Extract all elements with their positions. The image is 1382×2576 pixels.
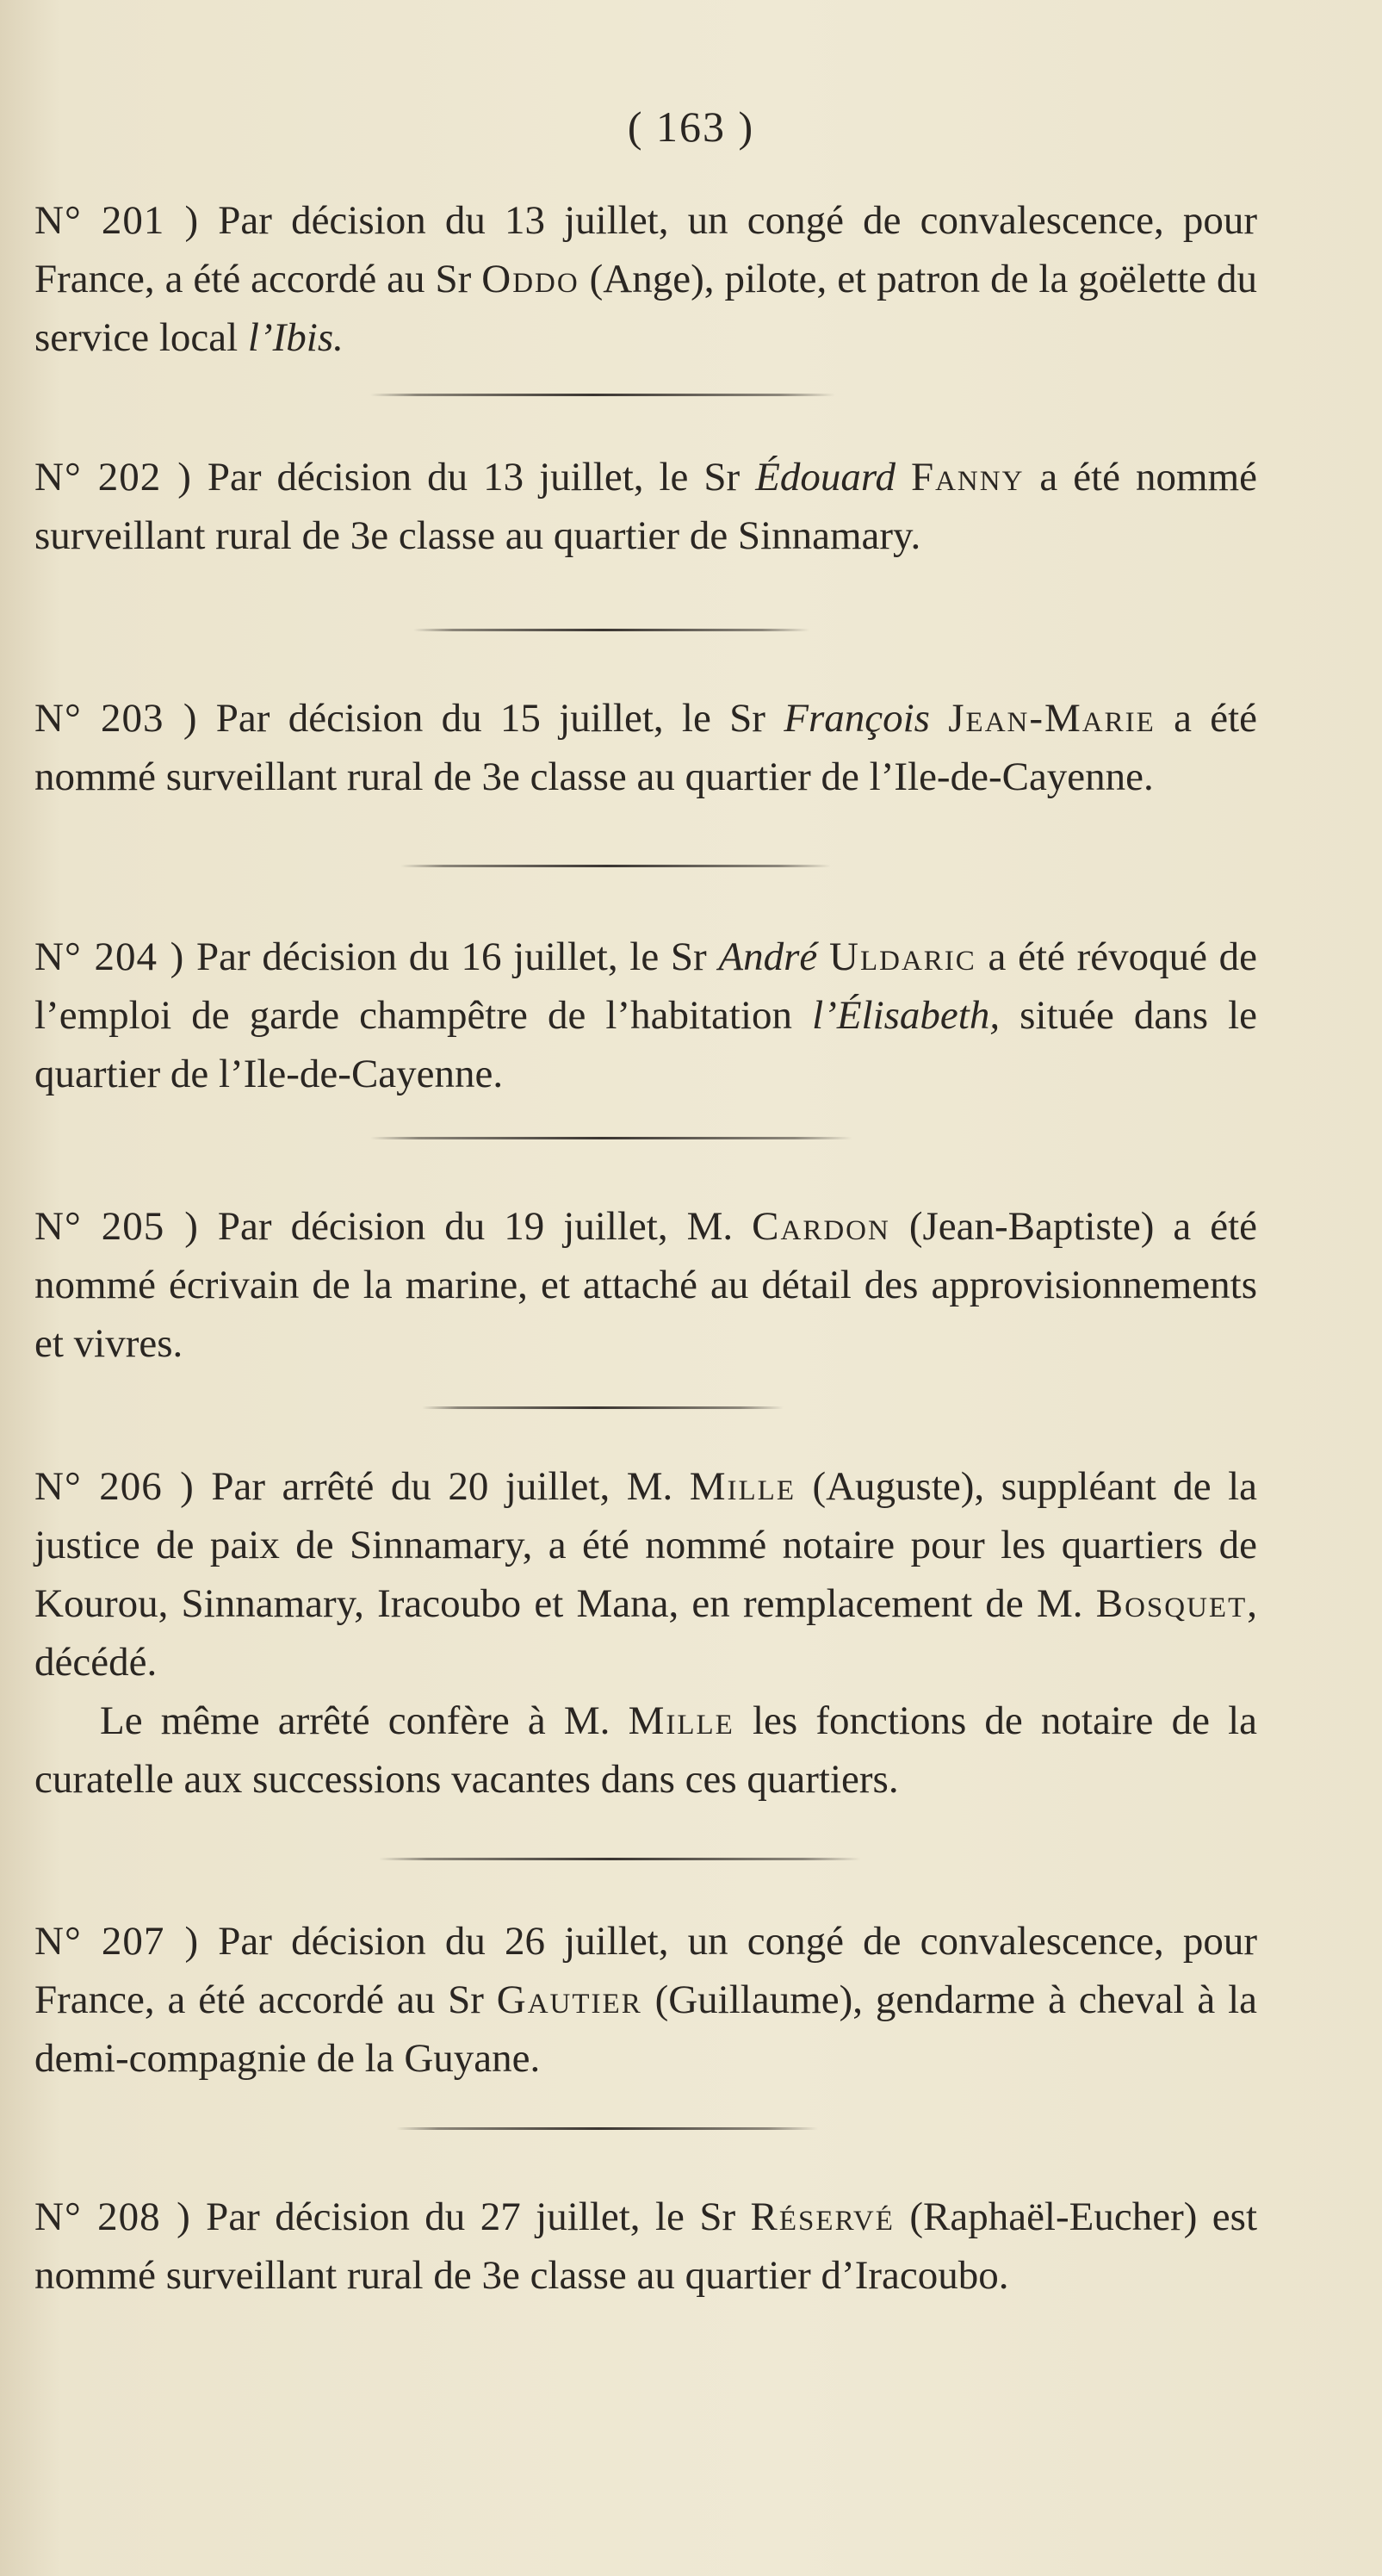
section-divider <box>370 1137 852 1139</box>
entry-number: N° 208 ) <box>34 2194 191 2239</box>
entry-paragraph <box>34 448 1257 565</box>
entry-paragraph-continuation <box>34 1691 1257 1809</box>
entry-text <box>896 455 911 500</box>
entry-text: Par décision du 16 juillet, le Sr <box>184 934 719 979</box>
entry-paragraph <box>34 1457 1257 1691</box>
entry-text: , décédé. <box>34 1581 1257 1685</box>
entry-text: Le même arrêté confère à M. <box>100 1698 629 1743</box>
entry-text: Par décision du 19 juillet, M. <box>198 1204 753 1249</box>
entry-number: N° 206 ) <box>34 1464 195 1509</box>
italic-name: André <box>718 934 818 979</box>
italic-name: l’Élisabeth, <box>812 993 1001 1038</box>
entry-text: a été révoqué de l’emploi de garde champêtre de l’habitation <box>34 934 1258 1038</box>
entry-text: Par arrêté du 20 juillet, M. <box>194 1464 690 1509</box>
italic-name: François <box>784 696 930 741</box>
entry-203 <box>34 689 1257 806</box>
entry-202 <box>34 448 1257 565</box>
entry-text: les fonctions de notaire de la curatelle aux successions vacantes dans ces quartiers. <box>34 1698 1258 1802</box>
entry-paragraph <box>34 2188 1257 2305</box>
entry-number: N° 202 ) <box>34 455 192 500</box>
italic-name: Édouard <box>755 455 896 500</box>
entry-201 <box>34 191 1257 367</box>
person-surname: Mille <box>689 1464 796 1509</box>
entry-208 <box>34 2188 1257 2305</box>
italic-name: l’Ibis. <box>247 315 344 360</box>
person-surname: Gautier <box>496 1977 642 2022</box>
entry-text: (Ange), pilote, et patron de la goëlette du service local <box>34 257 1257 360</box>
person-surname: Réservé <box>750 2194 895 2239</box>
section-divider <box>422 1406 784 1409</box>
entry-text: Par décision du 13 juillet, un congé de convalescence, pour France, a été accordé au Sr <box>34 198 1257 301</box>
entry-paragraph <box>34 928 1257 1103</box>
person-surname: Jean-Marie <box>948 696 1156 741</box>
entry-text: (Guillaume), gendarme à cheval à la demi-compagnie de la Guyane. <box>34 1977 1257 2081</box>
entry-text: a été nommé surveillant rural de 3e classe au quartier de l’Ile-de-Cayenne. <box>34 696 1258 799</box>
entry-number: N° 204 ) <box>34 934 185 979</box>
entry-text: Par décision du 15 juillet, le Sr <box>197 696 784 741</box>
entry-paragraph <box>34 689 1257 806</box>
entry-205 <box>34 1197 1257 1373</box>
person-surname: Mille <box>628 1698 734 1743</box>
entry-text: (Auguste), suppléant de la justice de paix de Sinnamary, a été nommé notaire pour les quartiers de Kourou, Sinnamary, Iracoubo et Mana, en remplacement de M. <box>34 1464 1257 1626</box>
entry-paragraph <box>34 1912 1257 2088</box>
entry-number: N° 205 ) <box>34 1204 199 1249</box>
entry-paragraph <box>34 191 1257 367</box>
entry-206 <box>34 1457 1257 1809</box>
entry-number: N° 203 ) <box>34 696 198 741</box>
entry-text: a été nommé surveillant rural de 3e classe au quartier de Sinnamary. <box>34 455 1258 558</box>
entry-number: N° 201 ) <box>34 198 200 243</box>
entry-text <box>930 696 948 741</box>
person-surname: Oddo <box>481 257 579 301</box>
entry-text: Par décision du 13 juillet, le Sr <box>191 455 756 500</box>
person-surname: Cardon <box>752 1204 890 1249</box>
entry-text: (Jean-Baptiste) a été nommé écrivain de la marine, et attaché au détail des approvisionnements et vivres. <box>34 1204 1257 1366</box>
section-divider <box>400 865 831 867</box>
entry-number: N° 207 ) <box>34 1919 200 1964</box>
person-surname: Fanny <box>910 455 1025 500</box>
entry-text: Par décision du 27 juillet, le Sr <box>190 2194 751 2239</box>
section-divider <box>413 629 809 631</box>
entry-text: (Raphaël-Eucher) est nommé surveillant rural de 3e classe au quartier d’Iracoubo. <box>34 2194 1258 2298</box>
entry-204 <box>34 928 1257 1103</box>
section-divider <box>370 394 835 396</box>
page-number: ( 163 ) <box>627 102 755 151</box>
person-surname: Uldaric <box>829 934 976 979</box>
section-divider <box>379 1858 861 1860</box>
entry-paragraph <box>34 1197 1257 1373</box>
person-surname: Bosquet <box>1095 1581 1248 1626</box>
entry-text: Par décision du 26 juillet, un congé de convalescence, pour France, a été accordé au Sr <box>34 1919 1257 2022</box>
entry-207 <box>34 1912 1257 2088</box>
entry-text <box>817 934 829 979</box>
section-divider <box>396 2127 818 2130</box>
entry-text: située dans le quartier de l’Ile-de-Cayenne. <box>34 993 1258 1096</box>
